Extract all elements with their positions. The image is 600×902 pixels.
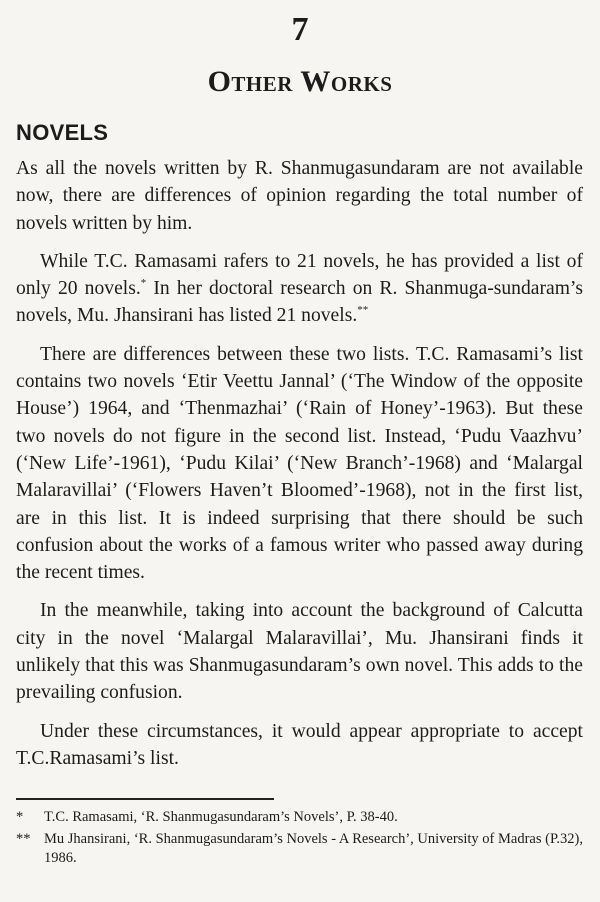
section-heading: NOVELS bbox=[16, 120, 109, 145]
paragraph-2 bbox=[16, 248, 583, 330]
chapter-number: 7 bbox=[291, 11, 309, 48]
paragraph-5: Under these circumstances, it would appear appropriate to accept T.C.Ramasami’s list. bbox=[16, 720, 583, 769]
footnote-ref-1: * bbox=[140, 277, 147, 290]
footnote-1 bbox=[16, 808, 583, 827]
footnote-2 bbox=[16, 830, 583, 868]
footnote-divider bbox=[16, 798, 274, 800]
footnote-2-text: Mu Jhansirani, ‘R. Shanmugasundaram’s Novels - A Research’, University of Madras (P.32), 1986. bbox=[44, 831, 583, 866]
paragraph-1: As all the novels written by R. Shanmugasundaram are not available now, there are differences of opinion regarding the total number of novels written by him. bbox=[16, 158, 583, 234]
footnote-1-text: T.C. Ramasami, ‘R. Shanmugasundaram’s Novels’, P. 38-40. bbox=[44, 809, 398, 825]
paragraph-2-part-1: While T.C. Ramasami rafers to 21 novels, he has provided a list of only 20 novels. bbox=[16, 250, 583, 300]
paragraph-4: In the meanwhile, taking into account the background of Calcutta city in the novel ‘Malargal Malaravillai’, Mu. Jhansirani finds it unlikely that this was Shanmugasundaram’s own novel. This adds to the prevailing confusion. bbox=[16, 600, 583, 704]
footnote-ref-2: ** bbox=[357, 304, 369, 317]
footnote-2-mark: ** bbox=[16, 831, 31, 847]
footnotes bbox=[16, 808, 583, 871]
body-text bbox=[16, 155, 583, 783]
chapter-title: Other Works bbox=[207, 65, 393, 98]
footnote-1-mark: * bbox=[16, 809, 24, 825]
paragraph-2-part-2: In her doctoral research on R. Shanmuga-sundaram’s novels, Mu. Jhansirani has listed 21 novels. bbox=[16, 278, 583, 327]
paragraph-3: There are differences between these two lists. T.C. Ramasami’s list contains two novels ‘Etir Veettu Jannal’ (‘The Window of the opposite House’) 1964, and ‘Thenmazhai’ (‘Rain of Honey’-1963). But these two novels do not figure in the second list. Instead, ‘Pudu Vaazhvu’ (‘New Life’-1961), ‘Pudu Kilai’ (‘New Branch’-1968) and ‘Malargal Malaravillai’ (‘Flowers Haven’t Bloomed’-1968), not in the first list, are in this list. It is indeed surprising that there should be such confusion about the works of a famous writer who passed away during the recent times. bbox=[16, 343, 583, 584]
